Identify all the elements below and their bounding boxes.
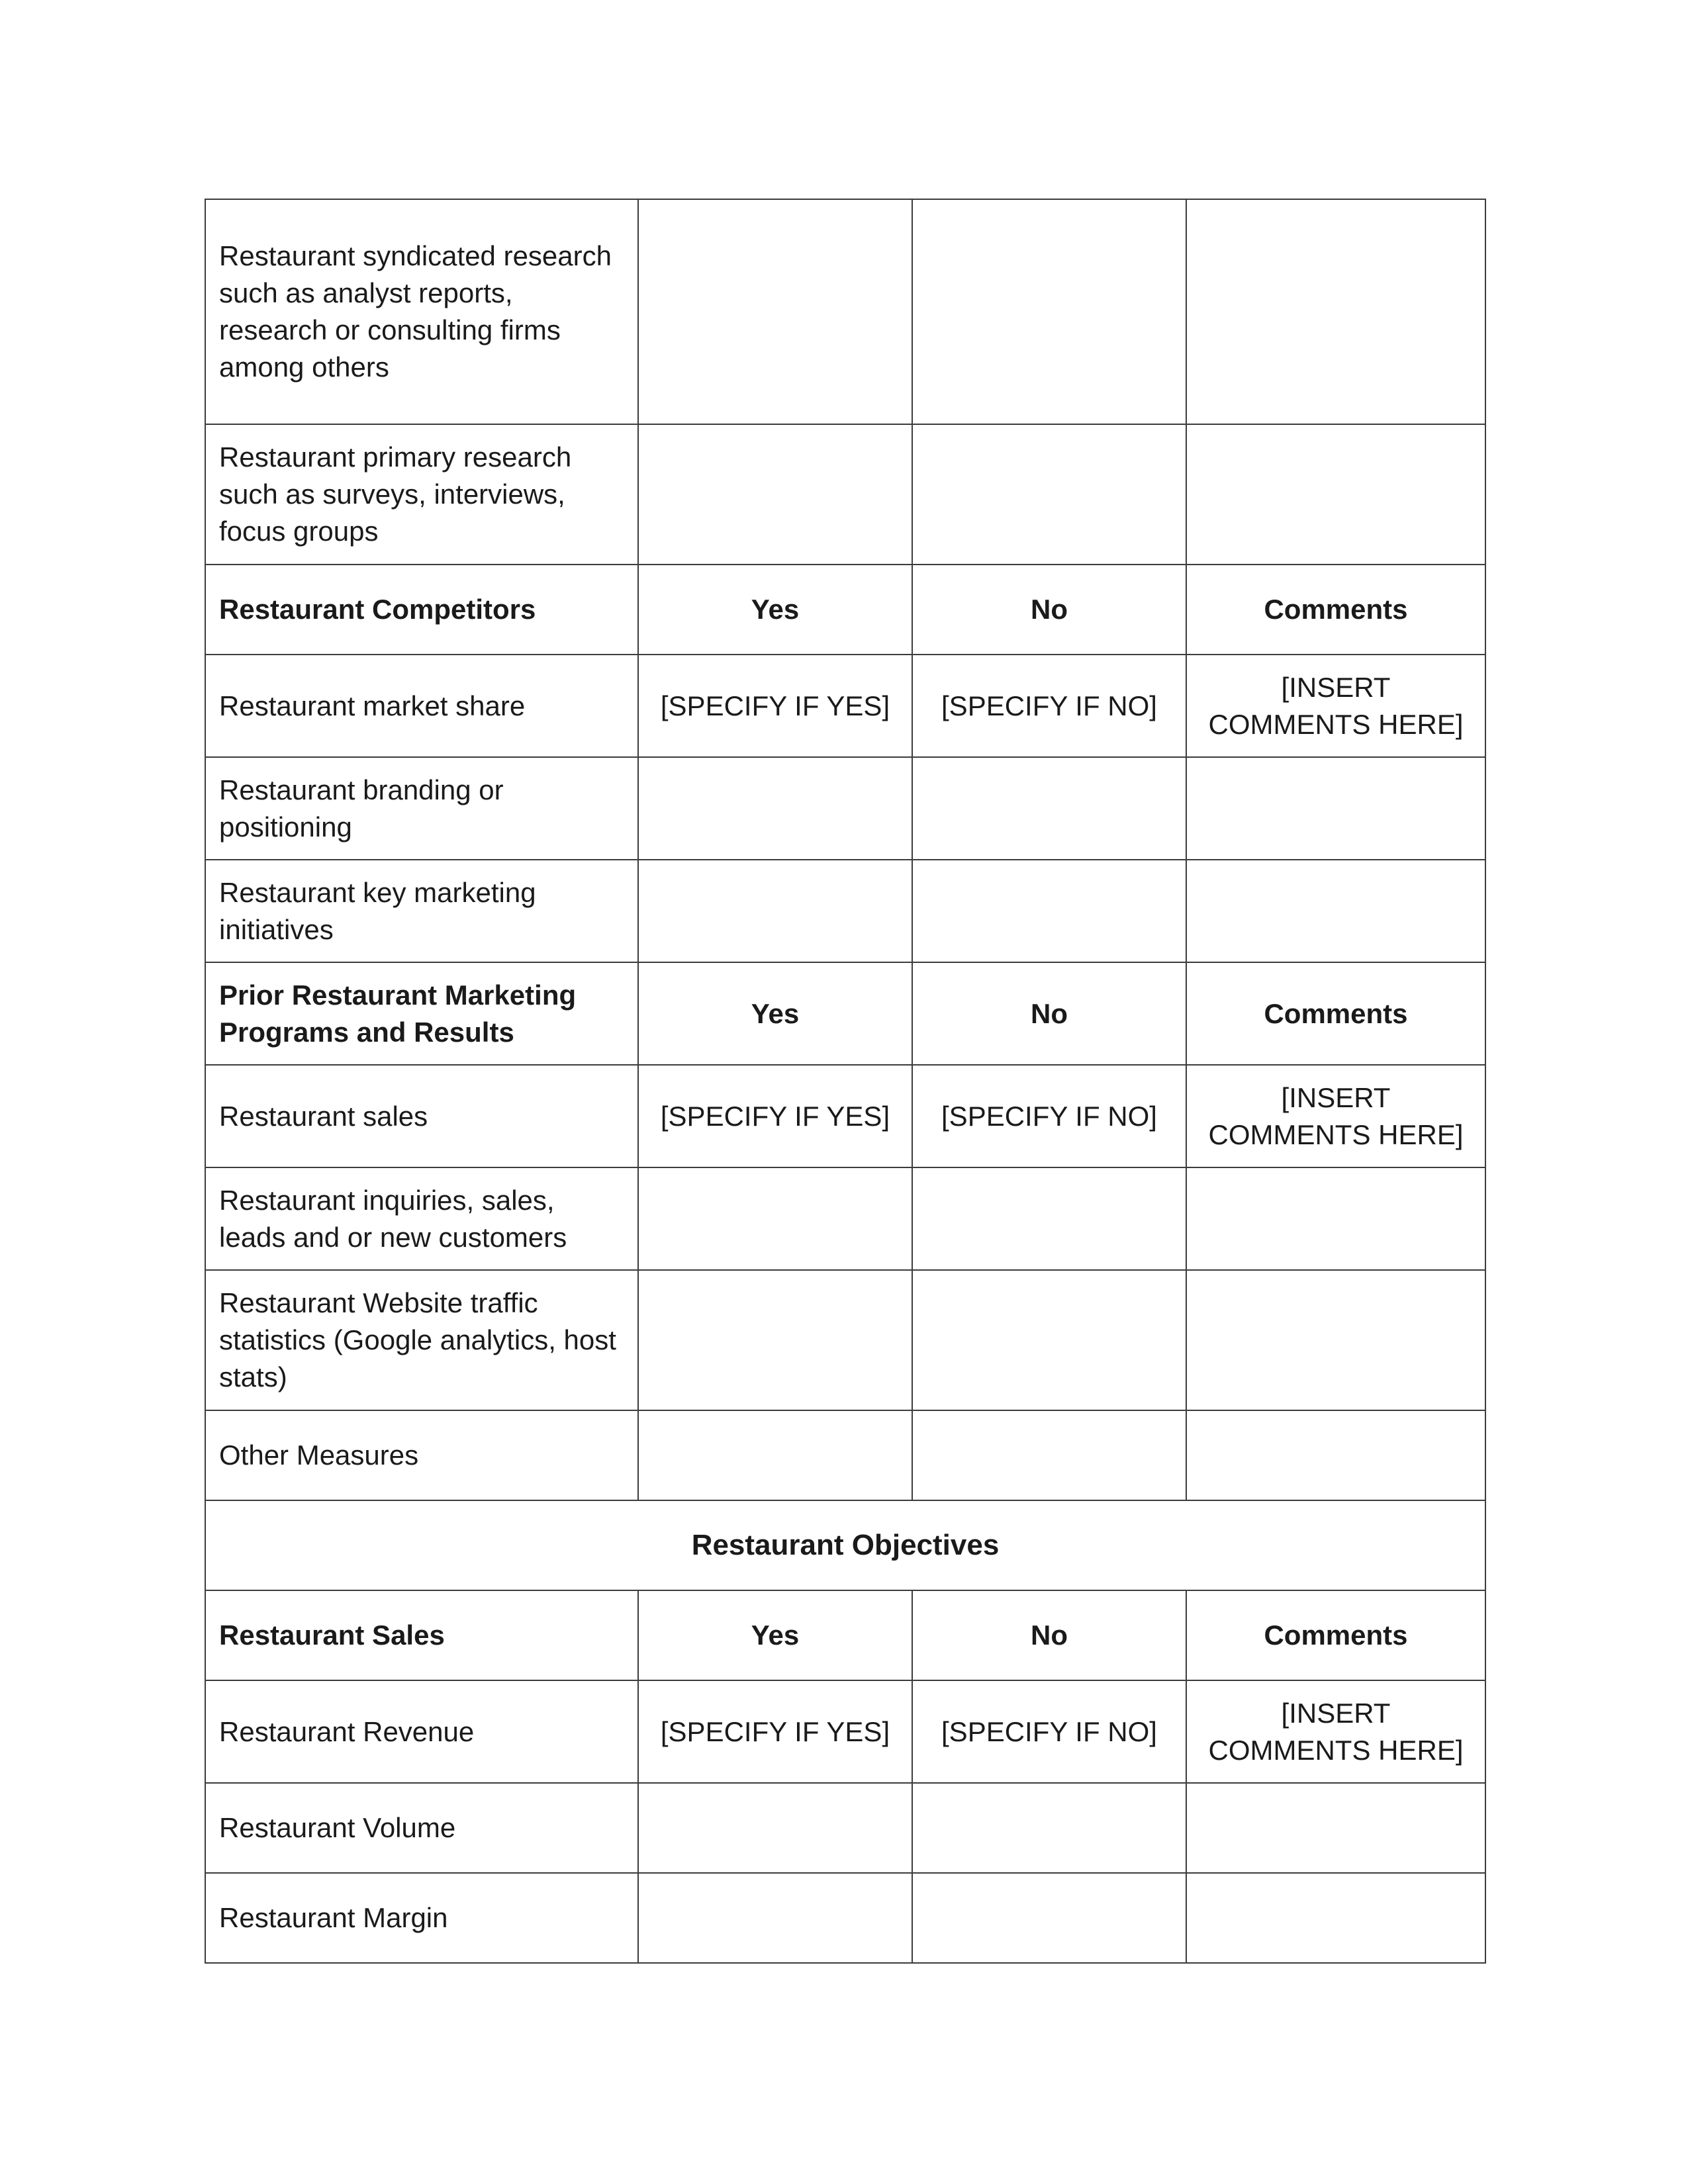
row-label: Restaurant market share <box>205 655 638 757</box>
table-row <box>205 1680 1485 1783</box>
table-row <box>205 757 1485 860</box>
comments-cell[interactable] <box>1186 757 1485 860</box>
yes-cell[interactable]: [SPECIFY IF YES] <box>638 1680 912 1783</box>
comments-cell[interactable] <box>1186 424 1485 565</box>
no-cell[interactable] <box>912 860 1186 962</box>
no-column-header: No <box>912 962 1186 1065</box>
yes-cell[interactable] <box>638 199 912 424</box>
comments-cell[interactable] <box>1186 860 1485 962</box>
header-row-competitors <box>205 565 1485 655</box>
comments-column-header: Comments <box>1186 565 1485 655</box>
no-cell[interactable] <box>912 1410 1186 1500</box>
comments-cell[interactable] <box>1186 199 1485 424</box>
table-row <box>205 1873 1485 1963</box>
no-cell[interactable] <box>912 1270 1186 1410</box>
row-label: Restaurant inquiries, sales, leads and or new customers <box>205 1167 638 1270</box>
no-column-header: No <box>912 565 1186 655</box>
no-cell[interactable] <box>912 1167 1186 1270</box>
no-cell[interactable] <box>912 757 1186 860</box>
yes-cell[interactable] <box>638 1270 912 1410</box>
comments-column-header: Comments <box>1186 962 1485 1065</box>
no-cell[interactable] <box>912 1783 1186 1873</box>
comments-cell[interactable] <box>1186 1270 1485 1410</box>
section-row-objectives <box>205 1500 1485 1590</box>
row-label: Restaurant Website traffic statistics (Google analytics, host stats) <box>205 1270 638 1410</box>
row-label: Other Measures <box>205 1410 638 1500</box>
comments-cell[interactable] <box>1186 1167 1485 1270</box>
table-row <box>205 199 1485 424</box>
row-label: Restaurant Margin <box>205 1873 638 1963</box>
yes-cell[interactable]: [SPECIFY IF YES] <box>638 1065 912 1167</box>
yes-cell[interactable] <box>638 1410 912 1500</box>
table-row <box>205 860 1485 962</box>
comments-cell[interactable] <box>1186 1783 1485 1873</box>
yes-cell[interactable] <box>638 424 912 565</box>
header-row-prior-programs <box>205 962 1485 1065</box>
yes-cell[interactable] <box>638 1873 912 1963</box>
row-label: Restaurant Volume <box>205 1783 638 1873</box>
no-cell[interactable] <box>912 199 1186 424</box>
no-cell[interactable] <box>912 1873 1186 1963</box>
comments-cell[interactable]: [INSERT COMMENTS HERE] <box>1186 1065 1485 1167</box>
yes-cell[interactable] <box>638 860 912 962</box>
group-heading: Restaurant Sales <box>205 1590 638 1680</box>
row-label: Restaurant syndicated research such as analyst reports, research or consulting firms among others <box>205 199 638 424</box>
comments-column-header: Comments <box>1186 1590 1485 1680</box>
row-label: Restaurant Revenue <box>205 1680 638 1783</box>
group-heading: Restaurant Competitors <box>205 565 638 655</box>
table-row <box>205 1410 1485 1500</box>
table-row <box>205 1783 1485 1873</box>
yes-cell[interactable] <box>638 757 912 860</box>
row-label: Restaurant key marketing initiatives <box>205 860 638 962</box>
yes-cell[interactable]: [SPECIFY IF YES] <box>638 655 912 757</box>
table-row <box>205 1065 1485 1167</box>
comments-cell[interactable] <box>1186 1873 1485 1963</box>
no-cell[interactable]: [SPECIFY IF NO] <box>912 655 1186 757</box>
table-row <box>205 1270 1485 1410</box>
table-row <box>205 655 1485 757</box>
comments-cell[interactable]: [INSERT COMMENTS HERE] <box>1186 1680 1485 1783</box>
yes-column-header: Yes <box>638 962 912 1065</box>
row-label: Restaurant branding or positioning <box>205 757 638 860</box>
row-label: Restaurant primary research such as surveys, interviews, focus groups <box>205 424 638 565</box>
table-row <box>205 424 1485 565</box>
yes-cell[interactable] <box>638 1783 912 1873</box>
yes-cell[interactable] <box>638 1167 912 1270</box>
no-column-header: No <box>912 1590 1186 1680</box>
section-title: Restaurant Objectives <box>205 1500 1485 1590</box>
row-label: Restaurant sales <box>205 1065 638 1167</box>
no-cell[interactable]: [SPECIFY IF NO] <box>912 1065 1186 1167</box>
comments-cell[interactable]: [INSERT COMMENTS HERE] <box>1186 655 1485 757</box>
comments-cell[interactable] <box>1186 1410 1485 1500</box>
yes-column-header: Yes <box>638 1590 912 1680</box>
marketing-checklist-table <box>205 199 1486 1964</box>
yes-column-header: Yes <box>638 565 912 655</box>
no-cell[interactable]: [SPECIFY IF NO] <box>912 1680 1186 1783</box>
header-row-sales <box>205 1590 1485 1680</box>
no-cell[interactable] <box>912 424 1186 565</box>
table-row <box>205 1167 1485 1270</box>
group-heading: Prior Restaurant Marketing Programs and Results <box>205 962 638 1065</box>
